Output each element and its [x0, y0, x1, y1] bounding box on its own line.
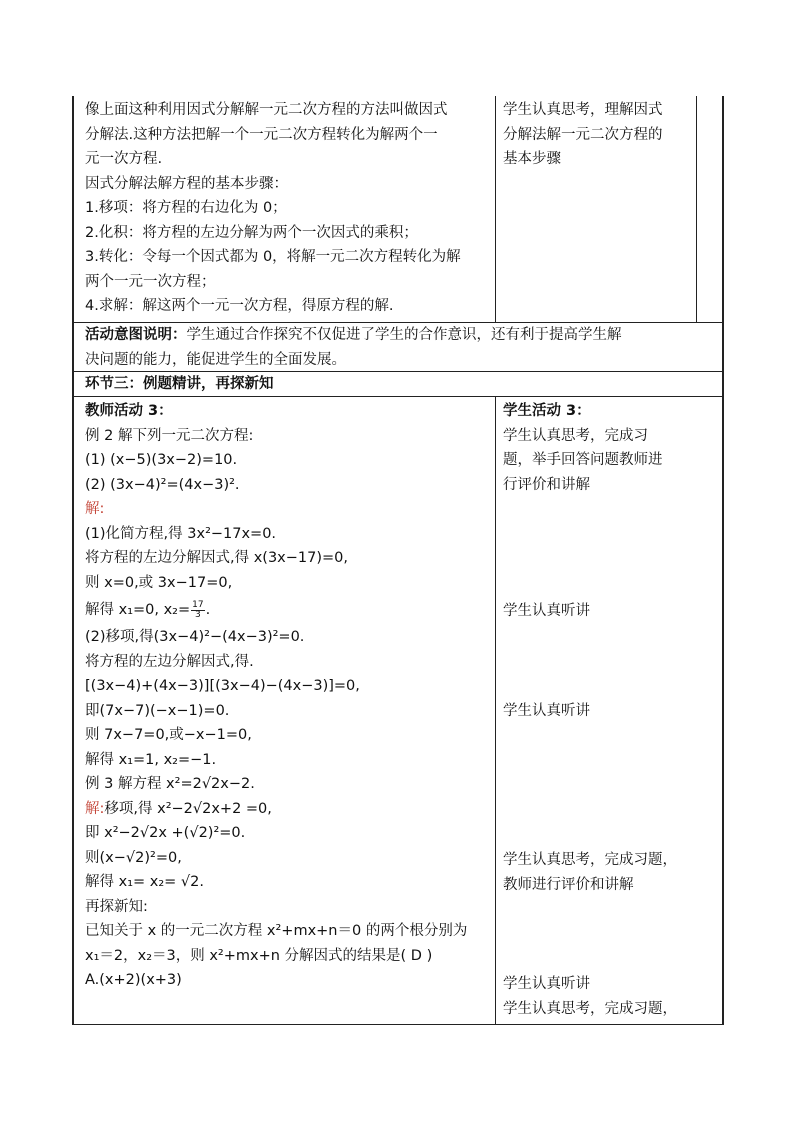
example-3-title: 例 3 解方程 x²=2√2x−2. [85, 776, 255, 792]
solution-2-result: 解得 x₁=1, x₂=−1. [85, 751, 217, 768]
solution-1-step-c: 则 x=0,或 3x−17=0, [85, 574, 233, 591]
fraction-numerator: 17 [192, 599, 204, 610]
explore-question-line-1: 已知关于 x 的一元二次方程 x²+mx+n＝0 的两个根分别为 [85, 923, 468, 939]
example-3-step-3: 则(x−√2)²=0, [85, 849, 182, 866]
student-response-1-line-1: 学生认真思考，完成习 [503, 427, 648, 444]
student-response-4-line-2: 教师进行评价和讲解 [503, 876, 634, 893]
student-response-5-text: 学生认真听讲 [503, 976, 590, 992]
fraction-17-3 [191, 601, 204, 620]
table-inner-border [696, 96, 697, 322]
student-heading: 学生活动 3： [503, 403, 591, 419]
step-1: 1.移项：将方程的右边化为 0； [85, 200, 287, 216]
solution-2-step-c: [(3x−4)+(4x−3)][(3x−4)−(4x−3)]=0, [85, 678, 360, 694]
table-left-border [72, 96, 74, 1025]
method-line-3: 元一次方程. [85, 151, 163, 167]
solution-1-result: 解得 x₁=0, x₂= $\frac{17}{3}$ . [85, 599, 211, 620]
student-response-2: 学生认真听讲 [503, 603, 590, 619]
section-title: 环节三：例题精讲，再探新知 [85, 376, 274, 392]
example-2-question-2: (2) (3x−4)²=(4x−3)². [85, 476, 240, 493]
column-divider-top [495, 96, 496, 322]
solution-1-result-prefix: 解得 x₁=0, x₂= [85, 602, 191, 618]
solution-label: 解: [85, 501, 105, 517]
teacher-heading: 教师活动 3： [85, 403, 173, 419]
solution-2-step-d: 即(7x−7)(−x−1)=0. [85, 702, 230, 719]
student-activity-cell [503, 399, 663, 497]
understanding-line-2: 分解法解一元二次方程的 [503, 126, 663, 143]
activity-intent-cell [85, 323, 622, 372]
option-a: A.(x+2)(x+3) [85, 972, 182, 988]
step-3-line-2: 两个一元一次方程； [85, 273, 216, 290]
example-3-step-2: 即 x²−2√2x +(√2)²=0. [85, 825, 246, 841]
solution-1-step-b: 将方程的左边分解因式,得 x(3x−17)=0, [85, 550, 349, 566]
step-2: 2.化积：将方程的左边分解为两个一次因式的乘积； [85, 224, 418, 241]
explore-title: 再探新知: [85, 898, 148, 915]
understanding-line-1: 学生认真思考，理解因式 [503, 102, 663, 118]
factorization-method-cell [85, 98, 461, 319]
teacher-activity-cell [85, 399, 467, 993]
step-4: 4.求解：解这两个一元一次方程，得原方程的解. [85, 298, 394, 314]
student-response-5 [503, 972, 677, 1021]
fraction-denominator: 3 [195, 609, 201, 620]
student-understanding-cell [503, 98, 663, 172]
student-response-1-line-2: 题，举手回答问题教师进 [503, 452, 663, 468]
table-bottom-border [72, 1024, 723, 1025]
table-right-border [722, 96, 724, 1025]
explore-question-line-2: x₁＝2，x₂＝3，则 x²+mx+n 分解因式的结果是( D ) [85, 947, 433, 964]
student-response-4 [503, 848, 677, 897]
student-response-3: 学生认真听讲 [503, 703, 590, 719]
method-line-2: 分解法.这种方法把解一个一元二次方程转化为解两个一 [85, 126, 438, 143]
steps-heading: 因式分解法解方程的基本步骤： [85, 175, 288, 192]
column-divider-bottom [495, 396, 496, 1025]
example-3-result: 解得 x₁= x₂= √2. [85, 874, 204, 890]
example-2-title: 例 2 解下列一元二次方程: [85, 427, 254, 444]
solution-2-step-e: 则 7x−7=0,或−x−1=0, [85, 727, 252, 743]
understanding-line-3: 基本步骤 [503, 151, 561, 167]
method-line-1: 像上面这种利用因式分解解一元二次方程的方法叫做因式 [85, 102, 448, 118]
student-response-4-line-1: 学生认真思考，完成习题， [503, 852, 677, 868]
example-2-question-1: (1) (x−5)(3x−2)=10. [85, 452, 238, 468]
intent-label: 活动意图说明： [85, 327, 187, 343]
solution-2-step-b: 将方程的左边分解因式,得. [85, 653, 254, 670]
solution-1-step-a: (1)化简方程,得 3x²−17x=0. [85, 525, 277, 542]
solution-2-step-a: (2)移项,得(3x−4)²−(4x−3)²=0. [85, 629, 305, 645]
step-3-line-1: 3.转化：令每一个因式都为 0，将解一元二次方程转化为解 [85, 249, 461, 265]
intent-text-1: 学生通过合作探究不仅促进了学生的合作意识，还有利于提高学生解 [186, 327, 622, 343]
example-3-solution-label: 解: [85, 800, 105, 817]
example-3-step-1: 移项,得 x²−2√2x+2 =0, [104, 800, 272, 817]
student-response-1-line-3: 行评价和讲解 [503, 476, 590, 493]
student-response-6-text: 学生认真思考，完成习题， [503, 1000, 677, 1017]
intent-text-2: 决问题的能力，能促进学生的全面发展。 [85, 351, 346, 368]
